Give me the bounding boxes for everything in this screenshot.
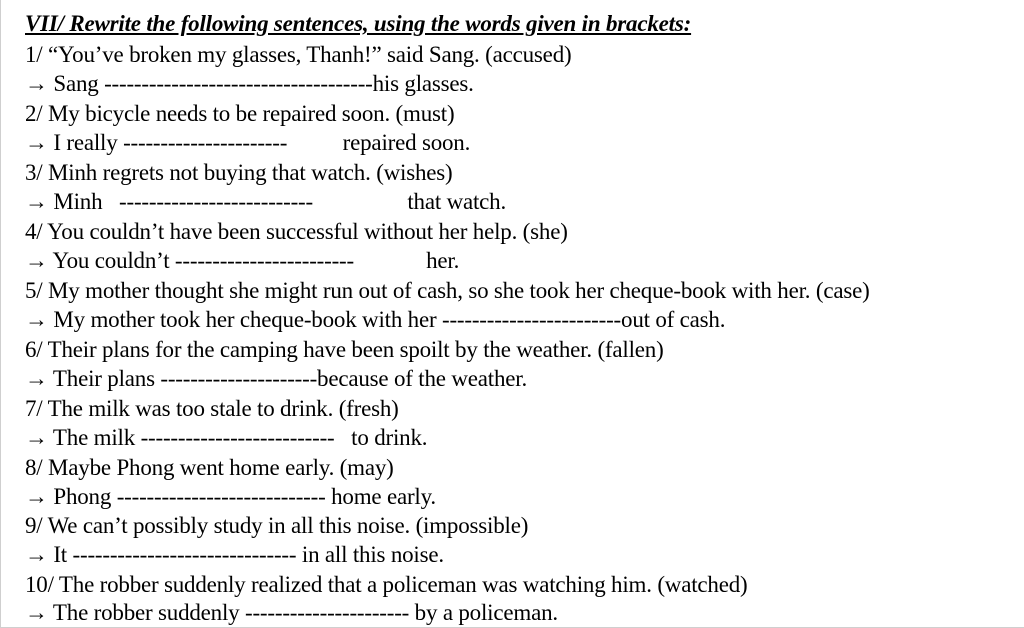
answer-2: → I really ---------------------- repaired soon. — [25, 130, 471, 155]
question-10: 10/ The robber suddenly realized that a policeman was watching him. (watched) — [25, 572, 748, 597]
question-8: 8/ Maybe Phong went home early. (may) — [25, 455, 394, 480]
question-1: 1/ “You’ve broken my glasses, Thanh!” said Sang. (accused) — [25, 42, 572, 67]
question-4: 4/ You couldn’t have been successful without her help. (she) — [25, 219, 568, 244]
question-9: 9/ We can’t possibly study in all this noise. (impossible) — [25, 513, 529, 538]
answer-8: → Phong ---------------------------- home early. — [25, 484, 436, 509]
answer-10: → The robber suddenly ---------------------- by a policeman. — [25, 600, 558, 625]
answer-4: → You couldn’t ------------------------ her. — [25, 248, 460, 273]
question-6: 6/ Their plans for the camping have been spoilt by the weather. (fallen) — [25, 337, 664, 362]
answer-1: → Sang ------------------------------------his glasses. — [25, 71, 474, 96]
answer-5: → My mother took her cheque-book with her ------------------------out of cash. — [25, 307, 726, 332]
question-7: 7/ The milk was too stale to drink. (fresh) — [25, 396, 399, 421]
answer-9: → It ------------------------------ in all this noise. — [25, 542, 444, 567]
answer-3: → Minh -------------------------- that watch. — [25, 189, 507, 214]
question-3: 3/ Minh regrets not buying that watch. (wishes) — [25, 160, 453, 185]
answer-7: → The milk -------------------------- to drink. — [25, 425, 428, 450]
question-5: 5/ My mother thought she might run out of cash, so she took her cheque-book with her. (case) — [25, 278, 870, 303]
exercise-heading: VII/ Rewrite the following sentences, using the words given in brackets: — [25, 11, 692, 36]
question-2: 2/ My bicycle needs to be repaired soon. (must) — [25, 101, 455, 126]
answer-6: → Their plans ---------------------because of the weather. — [25, 366, 527, 391]
